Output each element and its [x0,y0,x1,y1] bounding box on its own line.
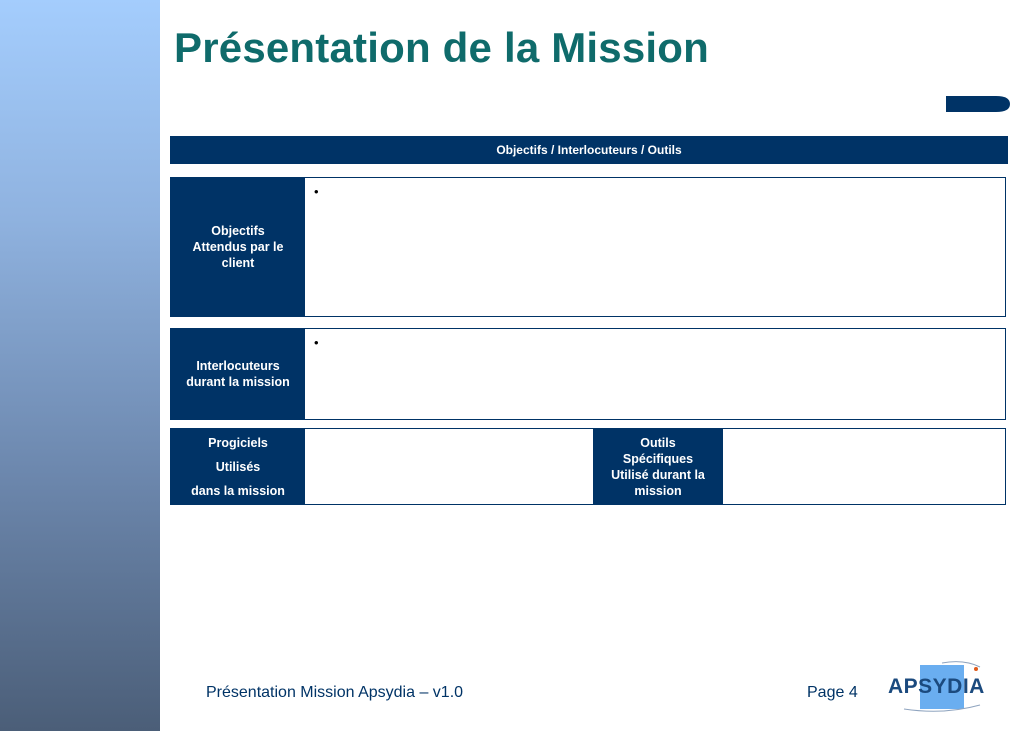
progiciels-label-line2: Utilisés [215,459,261,474]
left-gradient-band [0,0,160,731]
outils-label-line3: Utilisé durant la [611,467,705,482]
page-number: Page 4 [807,684,858,701]
logo-text: APSYDIA [888,675,985,698]
objectifs-label-line3: client [221,256,255,270]
title-underline-shape [946,96,1010,112]
interlocuteurs-label-line1: Interlocuteurs [196,359,280,373]
slide-title: Présentation de la Mission [174,24,709,71]
interlocuteurs-label-line2: durant la mission [186,375,290,389]
outils-label-line1: Outils [640,435,676,450]
interlocuteurs-row [170,328,1006,420]
apsydia-logo [884,657,1002,715]
objectifs-label-line1: Objectifs [211,224,265,238]
objectifs-bullet[interactable]: • [314,184,319,199]
progiciels-label [171,429,305,504]
outils-label [593,429,723,504]
objectifs-label-line2: Attendus par le [192,240,284,254]
section-header-text: Objectifs / Interlocuteurs / Outils [496,143,682,157]
interlocuteurs-label [171,329,305,419]
progiciels-label-line3: dans la mission [191,483,285,498]
section-header [170,136,1008,164]
progiciels-label-line1: Progiciels [208,435,268,450]
interlocuteurs-bullet[interactable]: • [314,335,319,350]
footer-text: Présentation Mission Apsydia – v1.0 [206,684,464,701]
progiciels-outils-row [170,428,1006,505]
outils-label-line2: Spécifiques [622,451,694,466]
outils-label-line4: mission [634,483,682,498]
objectifs-label [171,178,305,316]
logo-dot-icon [974,667,978,671]
objectifs-row [170,177,1006,317]
